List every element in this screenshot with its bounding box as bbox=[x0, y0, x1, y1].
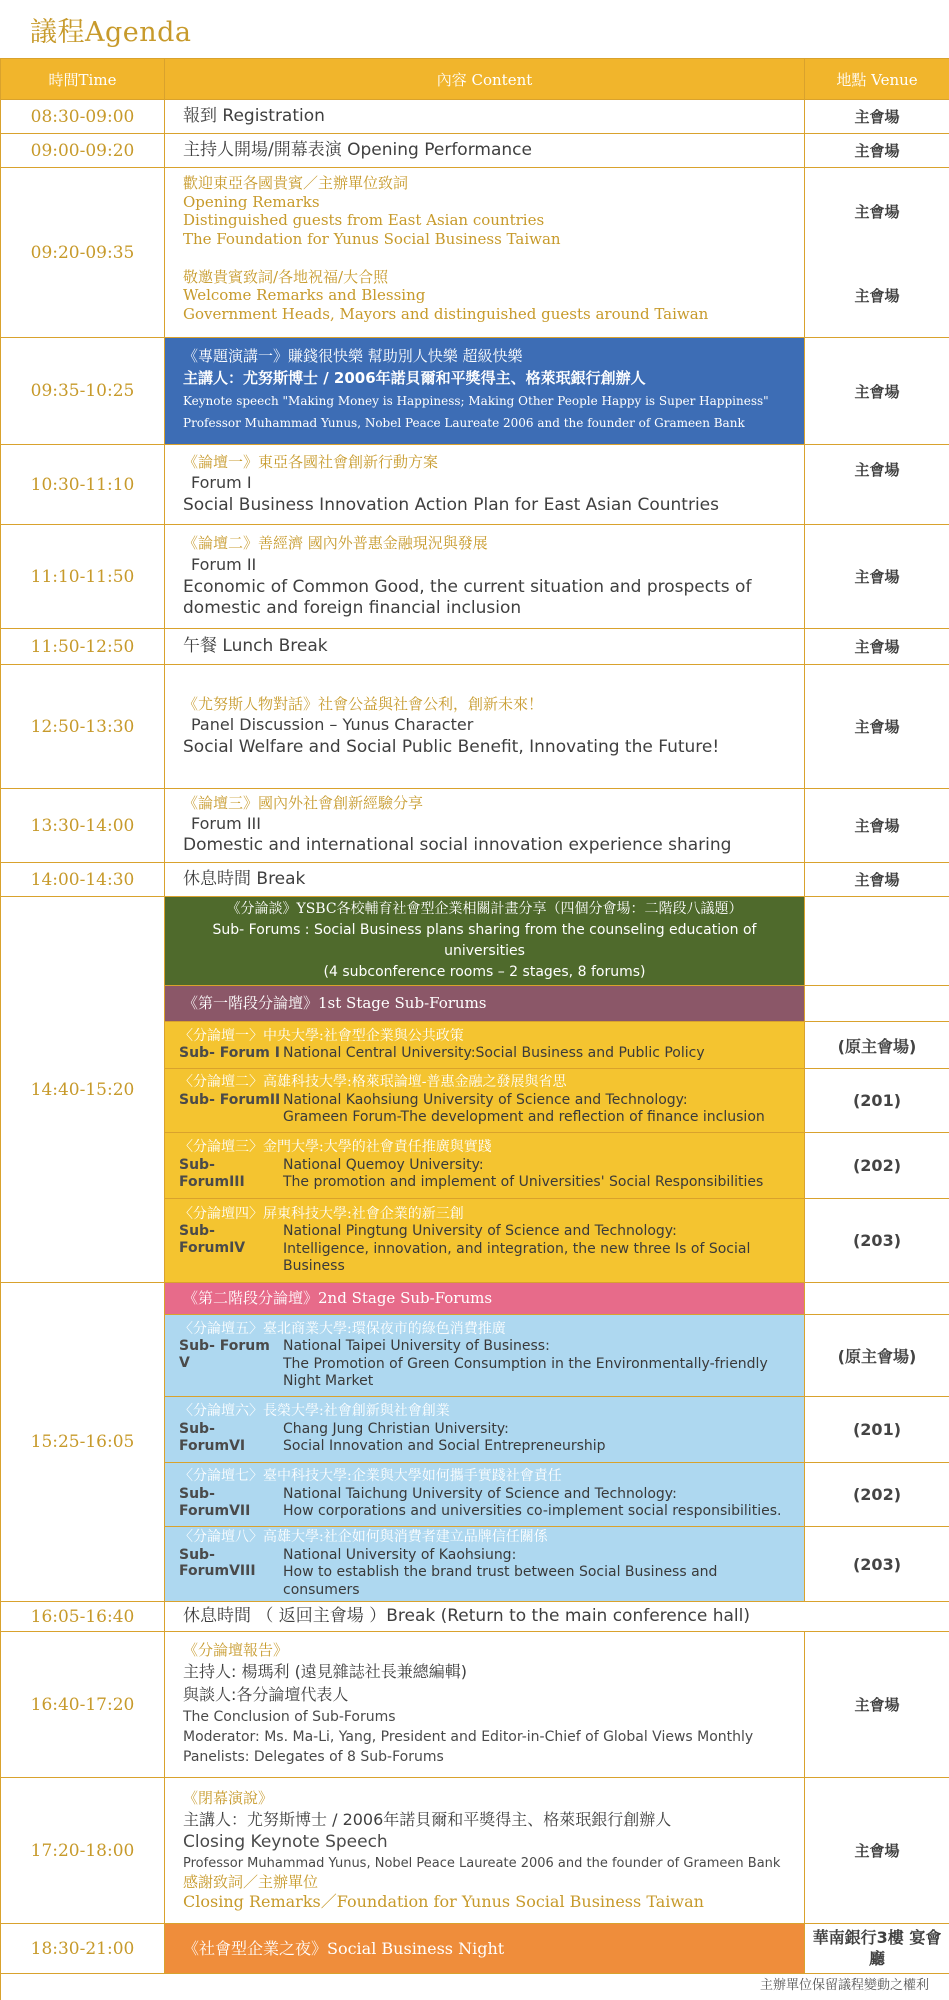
subforum-text: National Kaohsiung University of Science and Technology: bbox=[283, 1091, 688, 1108]
row-line: Forum III bbox=[191, 814, 261, 834]
row-time: 18:30-21:00 bbox=[1, 1924, 165, 1974]
header-content: 內容 Content bbox=[165, 59, 805, 100]
empty-venue bbox=[805, 986, 949, 1022]
row-line: Domestic and international social innovation experience sharing bbox=[183, 835, 732, 856]
row-venue: 主會場 bbox=[805, 789, 949, 863]
subforum-text: National Taichung University of Science and Technology: bbox=[283, 1485, 677, 1502]
row-line: Economic of Common Good, the current situation and prospects of bbox=[183, 576, 752, 597]
subforum-text: National University of Kaohsiung: bbox=[283, 1546, 517, 1563]
subforum-label: Sub- ForumVI bbox=[179, 1420, 246, 1454]
subforum-row bbox=[179, 1547, 790, 1600]
subforum-label: Sub- ForumII bbox=[179, 1091, 281, 1108]
row-venue: 主會場 bbox=[805, 665, 949, 789]
table-row bbox=[1, 1924, 949, 1974]
subforum-row bbox=[179, 1486, 790, 1521]
row-venue: (201) bbox=[805, 1397, 949, 1463]
row-line: Panelists: Delegates of 8 Sub-Forums bbox=[183, 1749, 444, 1766]
subforum-label: Sub- Forum I bbox=[179, 1045, 280, 1062]
table-row bbox=[1, 789, 949, 863]
keynote-speaker-en: Professor Muhammad Yunus, Nobel Peace Laureate 2006 and the founder of Grameen Bank bbox=[183, 415, 745, 430]
row-line: Professor Muhammad Yunus, Nobel Peace Laureate 2006 and the founder of Grameen Bank bbox=[183, 1856, 781, 1872]
row-time: 11:50-12:50 bbox=[1, 629, 165, 665]
row-venue: 主會場 bbox=[805, 1778, 949, 1924]
page-title: 議程Agenda bbox=[30, 17, 192, 48]
row-line: Distinguished guests from East Asian countries bbox=[183, 211, 545, 230]
subforum-text: How to establish the brand trust between Social Business and consumers bbox=[283, 1564, 718, 1598]
subforum-row bbox=[179, 1223, 790, 1276]
row-time: 09:35-10:25 bbox=[1, 338, 165, 445]
subforum-title: 《分論談》YSBC各校輔育社會型企業相關計畫分享（四個分會場：二階段八議題） bbox=[226, 901, 743, 917]
row-venue: (202) bbox=[805, 1133, 949, 1199]
subforum-head: 〈分論壇六〉長榮大學:社會創新與社會創業 bbox=[179, 1403, 450, 1420]
row-venue: (203) bbox=[805, 1527, 949, 1602]
table-row bbox=[1, 525, 949, 629]
row-venue: 宴會廳 bbox=[868, 1927, 942, 1968]
table-row bbox=[1, 338, 949, 445]
row-venue: 主會場 bbox=[805, 338, 949, 445]
keynote-title: 《專題演講一》賺錢很快樂 幫助別人快樂 超級快樂 bbox=[183, 347, 523, 366]
row-time: 16:40-17:20 bbox=[1, 1632, 165, 1778]
subforum-head: 〈分論壇四〉屏東科技大學:社會企業的新三創 bbox=[179, 1205, 464, 1222]
row-venue: (201) bbox=[805, 1069, 949, 1133]
subforum-row bbox=[179, 1092, 790, 1127]
subforum-text: Night Market bbox=[283, 1373, 374, 1389]
subforum-text: Chang Jung Christian University: bbox=[283, 1420, 509, 1437]
row-line: 歡迎東亞各國貴賓／主辦單位致詞 bbox=[183, 173, 409, 192]
row-line: 《尤努斯人物對話》社會公益與社會公利，創新未來！ bbox=[183, 694, 544, 713]
subforum-text: The promotion and implement of Universities' Social Responsibilities bbox=[283, 1174, 764, 1191]
table-row bbox=[1, 1632, 949, 1778]
header-venue: 地點 Venue bbox=[805, 59, 949, 100]
subforum-rooms: (4 subconference rooms – 2 stages, 8 forums) bbox=[323, 964, 646, 980]
subforum-text: National Taipei University of Business: bbox=[283, 1338, 550, 1354]
row-venue: (203) bbox=[805, 1199, 949, 1283]
row-venue: 主會場 bbox=[805, 629, 949, 665]
row-content: 報到 Registration bbox=[183, 105, 325, 126]
row-venue: 主會場 bbox=[805, 255, 949, 338]
row-line: 《論壇一》東亞各國社會創新行動方案 bbox=[183, 452, 439, 471]
subforum-text: How corporations and universities co-implement social responsibilities. bbox=[283, 1503, 782, 1520]
subforum-head: 〈分論壇一〉中央大學:社會型企業與公共政策 bbox=[179, 1027, 464, 1044]
subforum-text: The Promotion of Green Consumption in the Environmentally-friendly bbox=[283, 1355, 768, 1372]
row-time: 11:10-11:50 bbox=[1, 525, 165, 629]
row-venue: (原主會場) bbox=[805, 1022, 949, 1069]
row-line: Forum II bbox=[191, 554, 257, 574]
row-content: 休息時間 （ 返回主會場 ）Break (Return to the main conference hall) bbox=[183, 1605, 751, 1626]
row-content: 午餐 Lunch Break bbox=[183, 635, 328, 656]
row-content: 《社會型企業之夜》Social Business Night bbox=[183, 1938, 505, 1958]
row-line: Social Welfare and Social Public Benefit, Innovating the Future! bbox=[183, 737, 720, 758]
row-line: Panel Discussion – Yunus Character bbox=[191, 715, 474, 735]
row-line: 主講人：尤努斯博士 / 2006年諾貝爾和平獎得主、格萊珉銀行創辦人 bbox=[183, 1810, 672, 1830]
subforum-head: 〈分論壇三〉金門大學:大學的社會責任推廣與實踐 bbox=[179, 1139, 492, 1156]
subforum-text: Intelligence, innovation, and integration, the new three Is of Social bbox=[283, 1240, 751, 1257]
subforum-text: National Central University:Social Business and Public Policy bbox=[283, 1045, 705, 1062]
keynote-topic: Keynote speech "Making Money is Happiness; Making Other People Happy is Super Happiness" bbox=[183, 394, 769, 409]
subforum-text: Grameen Forum-The development and reflection of finance inclusion bbox=[283, 1109, 765, 1126]
row-venue: 主會場 bbox=[805, 1632, 949, 1778]
row-venue: (原主會場) bbox=[805, 1315, 949, 1397]
row-content: 主持人開場/開幕表演 Opening Performance bbox=[183, 139, 532, 160]
row-time: 13:30-14:00 bbox=[1, 789, 165, 863]
row-line: 與談人:各分論壇代表人 bbox=[183, 1685, 349, 1705]
row-line: Forum I bbox=[191, 473, 252, 493]
subforum-text: National Quemoy University: bbox=[283, 1156, 484, 1173]
header-time: 時間Time bbox=[1, 59, 165, 100]
subforum-head: 〈分論壇八〉高雄大學:社企如何與消費者建立品牌信任關係 bbox=[179, 1529, 548, 1545]
footer-note: 主辦單位保留議程變動之權利 bbox=[759, 1978, 929, 1993]
row-venue: 主會場 bbox=[805, 100, 949, 134]
row-time: 09:20-09:35 bbox=[1, 168, 165, 338]
row-line: 《論壇二》善經濟 國內外普惠金融現況與發展 bbox=[183, 533, 488, 552]
agenda-table bbox=[0, 58, 949, 2000]
subforum-row bbox=[179, 1421, 790, 1456]
subforum-label: Sub- ForumVII bbox=[179, 1485, 251, 1519]
row-line: The Foundation for Yunus Social Business Taiwan bbox=[183, 230, 561, 248]
table-row bbox=[1, 897, 949, 986]
row-venue: 主會場 bbox=[805, 445, 949, 525]
table-row bbox=[1, 100, 949, 134]
row-venue: 華南銀行3樓 bbox=[812, 1927, 904, 1947]
row-line: Social Business Innovation Action Plan for East Asian Countries bbox=[183, 495, 719, 516]
row-content: 休息時間 Break bbox=[183, 868, 306, 889]
table-row bbox=[1, 629, 949, 665]
subforum-text: Business bbox=[283, 1258, 345, 1274]
row-line: Closing Keynote Speech bbox=[183, 1832, 388, 1853]
row-venue: (202) bbox=[805, 1463, 949, 1527]
row-time: 09:00-09:20 bbox=[1, 134, 165, 168]
subforum-label: Sub- ForumIV bbox=[179, 1223, 246, 1256]
row-time: 14:00-14:30 bbox=[1, 863, 165, 897]
subforum-label: Sub- ForumVIII bbox=[179, 1546, 256, 1580]
row-time: 08:30-09:00 bbox=[1, 100, 165, 134]
row-time: 10:30-11:10 bbox=[1, 445, 165, 525]
subforum-label: Sub- Forum V bbox=[179, 1338, 270, 1371]
table-row bbox=[1, 1283, 949, 1315]
table-row bbox=[1, 445, 949, 525]
subforum-head: 〈分論壇七〉臺中科技大學:企業與大學如何攜手實踐社會責任 bbox=[179, 1468, 562, 1485]
subforum-row bbox=[179, 1045, 790, 1062]
subforum-row bbox=[179, 1157, 790, 1192]
row-time: 17:20-18:00 bbox=[1, 1778, 165, 1924]
stage1-heading: 《第一階段分論壇》1st Stage Sub-Forums bbox=[183, 994, 487, 1013]
row-venue: 主會場 bbox=[805, 525, 949, 629]
keynote-speaker: 主講人：尤努斯博士 / 2006年諾貝爾和平獎得主、格萊珉銀行創辦人 bbox=[183, 369, 646, 388]
row-line: 敬邀貴賓致詞/各地祝福/大合照 bbox=[183, 267, 389, 286]
subforum-head: 〈分論壇五〉臺北商業大學:環保夜市的綠色消費推廣 bbox=[179, 1320, 506, 1337]
row-venue: 主會場 bbox=[805, 863, 949, 897]
subforum-text: Social Innovation and Social Entrepreneurship bbox=[283, 1438, 606, 1455]
row-line: Closing Remarks／Foundation for Yunus Social Business Taiwan bbox=[183, 1891, 704, 1911]
row-line: The Conclusion of Sub-Forums bbox=[183, 1708, 396, 1725]
table-row bbox=[1, 134, 949, 168]
row-line: Welcome Remarks and Blessing bbox=[183, 286, 426, 305]
empty-venue bbox=[805, 897, 949, 986]
stage2-heading: 《第二階段分論壇》2nd Stage Sub-Forums bbox=[183, 1289, 493, 1308]
table-row bbox=[1, 168, 949, 255]
row-line: Opening Remarks bbox=[183, 192, 320, 211]
row-venue: 主會場 bbox=[805, 168, 949, 255]
row-time: 16:05-16:40 bbox=[1, 1602, 165, 1632]
row-line: 《閉幕演說》 bbox=[183, 1789, 274, 1808]
table-row bbox=[1, 1778, 949, 1924]
row-line: 《分論壇報告》 bbox=[183, 1641, 289, 1660]
row-line: Government Heads, Mayors and distinguished guests around Taiwan bbox=[183, 305, 709, 324]
row-line: domestic and foreign financial inclusion bbox=[183, 597, 522, 618]
table-header bbox=[1, 59, 949, 100]
table-row bbox=[1, 1602, 949, 1632]
subforum-head: 〈分論壇二〉高雄科技大學:格萊珉論壇-普惠金融之發展與省思 bbox=[179, 1074, 567, 1091]
subforum-text: National Pingtung University of Science and Technology: bbox=[283, 1223, 677, 1239]
empty-venue bbox=[805, 1283, 949, 1315]
stage2-time: 15:25-16:05 bbox=[1, 1283, 165, 1602]
row-time: 12:50-13:30 bbox=[1, 665, 165, 789]
subforum-desc: Sub- Forums : Social Business plans sharing from the counseling education of universities bbox=[212, 922, 757, 959]
row-line: 主持人: 楊瑪利 (遠見雜誌社長兼總編輯) bbox=[183, 1662, 468, 1682]
row-venue: 主會場 bbox=[805, 134, 949, 168]
stage1-time: 14:40-15:20 bbox=[1, 897, 165, 1283]
table-row bbox=[1, 665, 949, 789]
row-line: 《論壇三》國內外社會創新經驗分享 bbox=[183, 794, 424, 813]
subforum-label: Sub- ForumIII bbox=[179, 1156, 245, 1190]
row-line: Moderator: Ms. Ma-Li, Yang, President and Editor-in-Chief of Global Views Monthly bbox=[183, 1728, 754, 1745]
row-line: 感謝致詞／主辦單位 bbox=[183, 1872, 319, 1891]
table-row bbox=[1, 863, 949, 897]
subforum-row bbox=[179, 1338, 790, 1391]
